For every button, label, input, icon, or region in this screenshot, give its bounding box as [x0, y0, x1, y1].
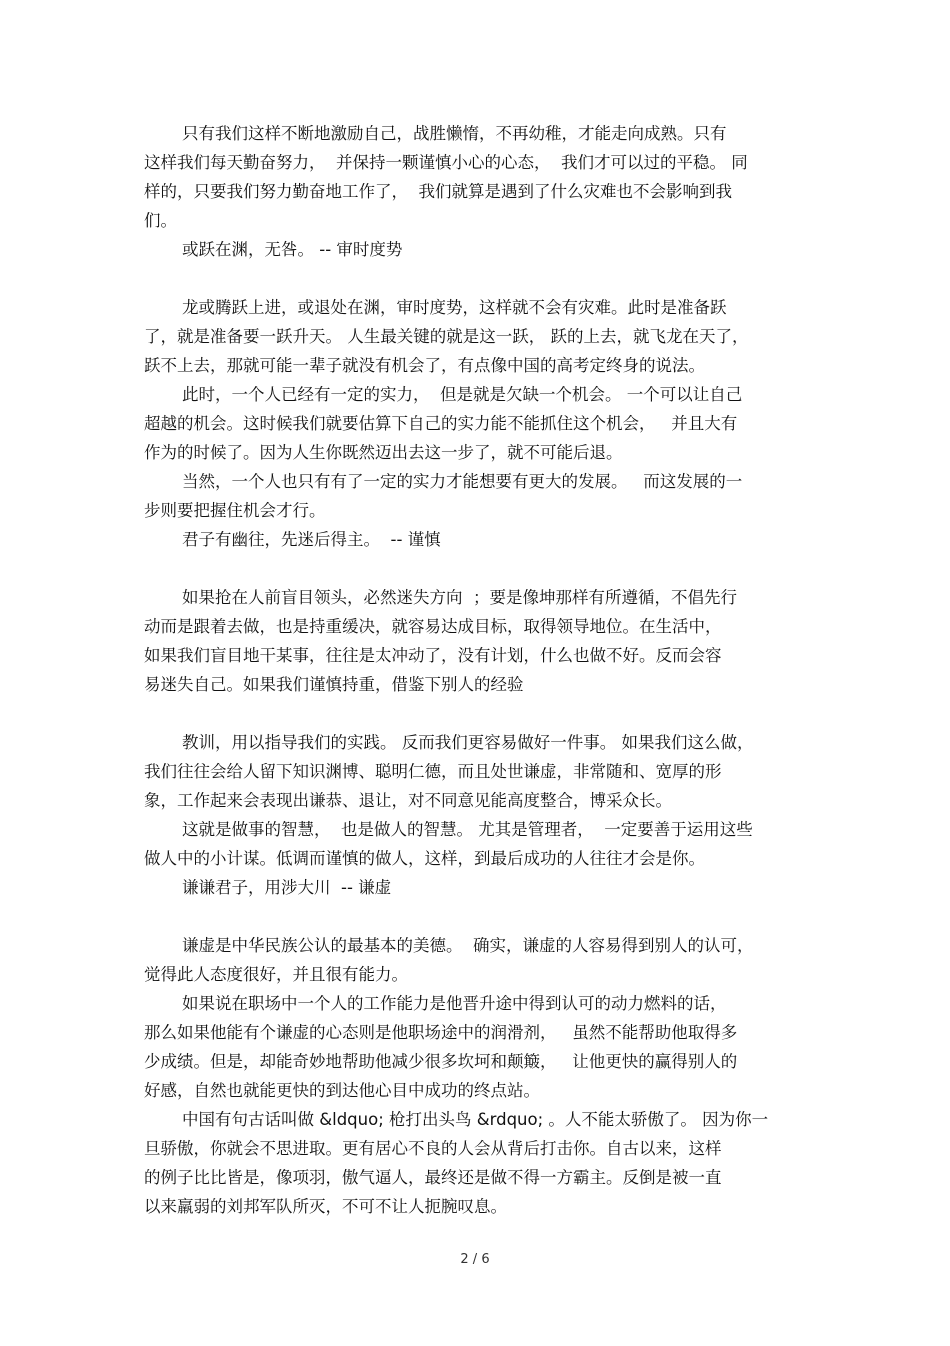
text-line: 步则要把握住机会才行。	[144, 501, 326, 520]
blank-line	[144, 264, 808, 293]
text-line: 觉得此人态度很好，并且很有能力。	[144, 965, 408, 984]
text-line: 们。	[144, 211, 177, 230]
text-line: 这就是做事的智慧， 也是做人的智慧。 尤其是管理者， 一定要善于运用这些	[182, 820, 753, 839]
text-line: 这样我们每天勤奋努力， 并保持一颗谨慎小心的心态， 我们才可以过的平稳。 同	[144, 153, 748, 172]
text-line: 如果抢在人前盲目领头，必然迷失方向 ；要是像坤那样有所遵循，不倡先行	[182, 588, 737, 607]
text-line: 的例子比比皆是，像项羽，傲气逼人，最终还是做不得一方霸主。反倒是被一直	[144, 1168, 722, 1187]
text-line: 象，工作起来会表现出谦恭、退让，对不同意见能高度整合，博采众长。	[144, 791, 672, 810]
text-line: 中国有句古话叫做 &ldquo; 枪打出头鸟 &rdquo; 。人不能太骄傲了。 因为你一	[182, 1110, 769, 1129]
text-line: 只有我们这样不断地激励自己，战胜懒惰，不再幼稚，才能走向成熟。只有	[182, 124, 727, 143]
text-line: 易迷失自己。如果我们谨慎持重，借鉴下别人的经验	[144, 675, 524, 694]
text-line: 做人中的小计谋。低调而谨慎的做人，这样，到最后成功的人往往才会是你。	[144, 849, 705, 868]
text-line: 跃不上去，那就可能一辈子就没有机会了，有点像中国的高考定终身的说法。	[144, 356, 705, 375]
text-line: 超越的机会。这时候我们就要估算下自己的实力能不能抓住这个机会， 并且大有	[144, 414, 738, 433]
blank-line	[144, 902, 808, 931]
blank-line	[144, 699, 808, 728]
page-number: 2 / 6	[460, 1252, 490, 1267]
text-line: 如果说在职场中一个人的工作能力是他晋升途中得到认可的动力燃料的话，	[182, 994, 727, 1013]
text-line: 当然，一个人也只有有了一定的实力才能想要有更大的发展。 而这发展的一	[182, 472, 743, 491]
text-line: 动而是跟着去做，也是持重缓决，就容易达成目标，取得领导地位。在生活中，	[144, 617, 722, 636]
text-line: 了，就是准备要一跃升天。 人生最关键的就是这一跃， 跃的上去，就飞龙在天了，	[144, 327, 749, 346]
text-line: 少成绩。但是，却能奇妙地帮助他减少很多坎坷和颠簸， 让他更快的赢得别人的	[144, 1052, 738, 1071]
text-line: 好感，自然也就能更快的到达他心目中成功的终点站。	[144, 1081, 540, 1100]
blank-line	[144, 554, 808, 583]
text-line: 样的，只要我们努力勤奋地工作了， 我们就算是遇到了什么灾难也不会影响到我	[144, 182, 732, 201]
section-heading: 君子有幽往，先迷后得主。 -- 谨慎	[182, 530, 441, 549]
text-line: 那么如果他能有个谦虚的心态则是他职场途中的润滑剂， 虽然不能帮助他取得多	[144, 1023, 738, 1042]
text-line: 如果我们盲目地干某事，往往是太冲动了，没有计划，什么也做不好。反而会容	[144, 646, 722, 665]
section-heading: 或跃在渊，无咎。 -- 审时度势	[182, 240, 403, 259]
text-line: 作为的时候了。因为人生你既然迈出去这一步了，就不可能后退。	[144, 443, 623, 462]
section-heading: 谦谦君子，用涉大川 -- 谦虚	[182, 878, 392, 897]
text-line: 我们往往会给人留下知识渊博、聪明仁德，而且处世谦虚，非常随和、宽厚的形	[144, 762, 722, 781]
text-line: 谦虚是中华民族公认的最基本的美德。 确实，谦虚的人容易得到别人的认可，	[182, 936, 754, 955]
document-body	[144, 119, 808, 1221]
text-line: 教训，用以指导我们的实践。 反而我们更容易做好一件事。 如果我们这么做，	[182, 733, 754, 752]
text-line: 龙或腾跃上进，或退处在渊，审时度势，这样就不会有灾难。此时是准备跃	[182, 298, 727, 317]
text-line: 此时，一个人已经有一定的实力， 但是就是欠缺一个机会。 一个可以让自己	[182, 385, 743, 404]
text-line: 旦骄傲，你就会不思进取。更有居心不良的人会从背后打击你。自古以来，这样	[144, 1139, 722, 1158]
text-line: 以来羸弱的刘邦军队所灭，不可不让人扼腕叹息。	[144, 1197, 507, 1216]
